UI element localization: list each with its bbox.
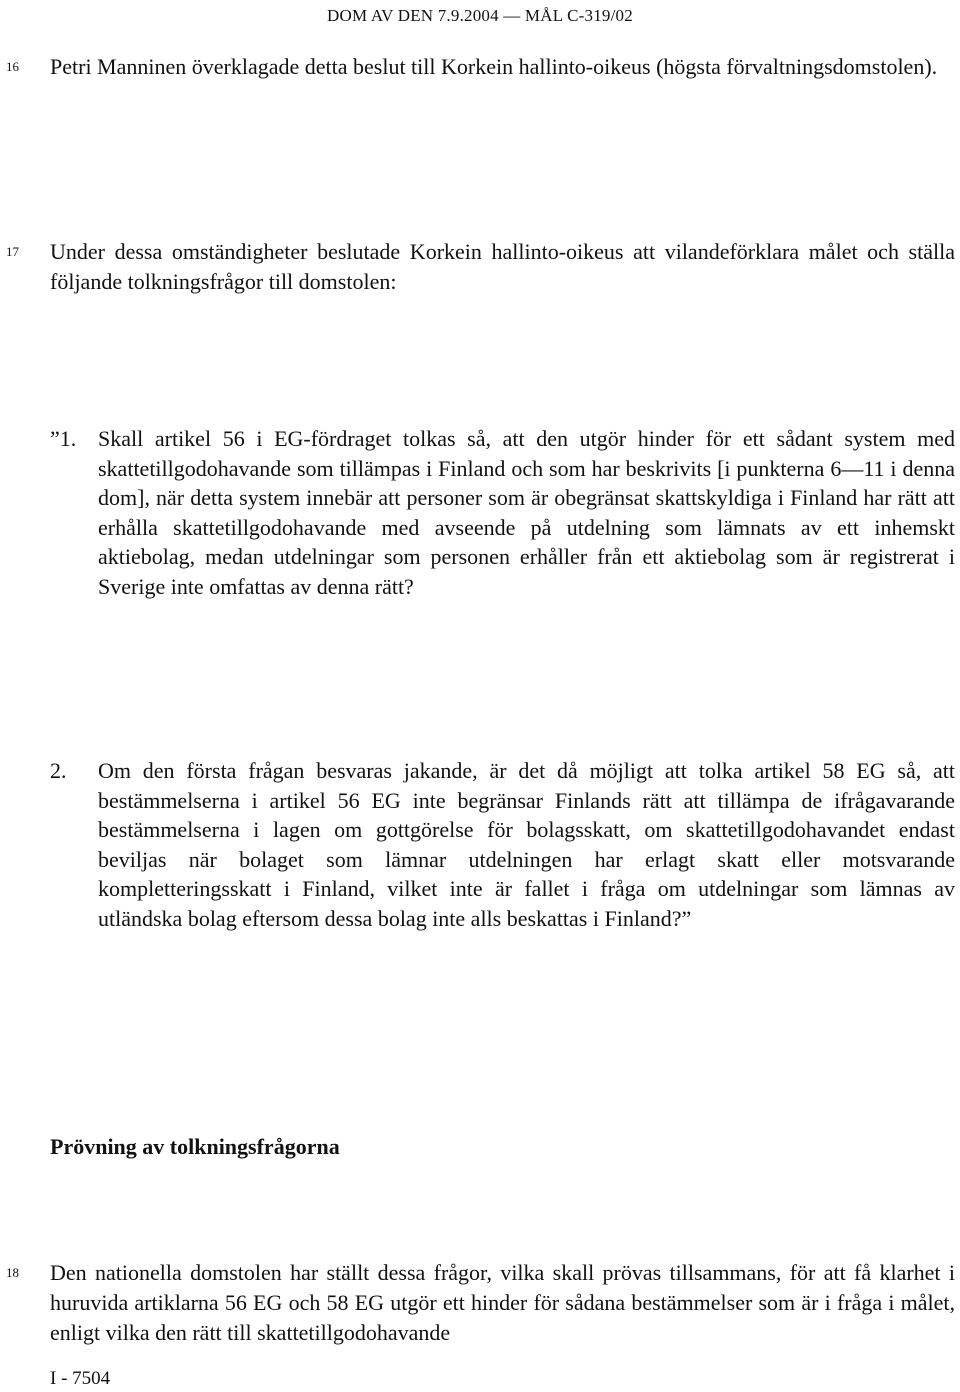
question-2: [50, 756, 955, 933]
paragraph-16: Petri Manninen överklagade detta beslut till Korkein hallinto-oikeus (högsta förvaltningsdomstolen).: [50, 54, 938, 79]
paragraph-number-17: 17: [6, 244, 19, 259]
question-1: [50, 424, 955, 601]
paragraph-number-18: 18: [6, 1265, 19, 1280]
paragraph-17: Under dessa omständigheter beslutade Korkein hallinto-oikeus att vilandeförklara målet och ställa följande tolkningsfrågor till domstolen:: [50, 239, 955, 294]
page-number: I - 7504: [50, 1368, 111, 1389]
section-heading: Prövning av tolkningsfrågorna: [50, 1134, 340, 1159]
question-text-1: Skall artikel 56 i EG-fördraget tolkas så, att den utgör hinder för ett sådant system med skattetillgodohavande som tillämpas i Finland och som har beskrivits [i punkterna 6—11 i denna dom], när detta system innebär att personer som är obegränsat skattskyldiga i Finland har rätt att erhålla skattetillgodohavande med avseende på utdelning som lämnats av ett inhemskt aktiebolag, medan utdelningar som personen erhåller från ett aktiebolag som är registrerat i Sverige inte omfattas av denna rätt?: [98, 426, 955, 599]
paragraph-number-16: 16: [6, 59, 19, 74]
running-header: DOM AV DEN 7.9.2004 — MÅL C-319/02: [327, 6, 633, 25]
question-text-2: Om den första frågan besvaras jakande, är det då möjligt att tolka artikel 58 EG så, att bestämmelserna i artikel 56 EG inte begränsar Finlands rätt att tillämpa de ifrågavarande bestämmelserna i lagen om gottgörelse för bolagsskatt, om skattetillgodohavandet endast beviljas när bolaget som lämnar utdelningen har erlagt skatt eller motsvarande kompletteringsskatt i Finland, vilket inte är fallet i fråga om utdelningar som lämnas av utländska bolag eftersom dessa bolag inte alls beskattas i Finland?”: [98, 758, 955, 931]
paragraph-18: Den nationella domstolen har ställt dessa frågor, vilka skall prövas tillsammans, för att få klarhet i huruvida artiklarna 56 EG och 58 EG utgör ett hinder för sådana bestämmelser som är i fråga i målet, enligt vilka den rätt till skattetillgodohavande: [50, 1260, 955, 1345]
question-number-2: 2.: [50, 758, 67, 783]
question-number-1: ”1.: [50, 426, 77, 451]
